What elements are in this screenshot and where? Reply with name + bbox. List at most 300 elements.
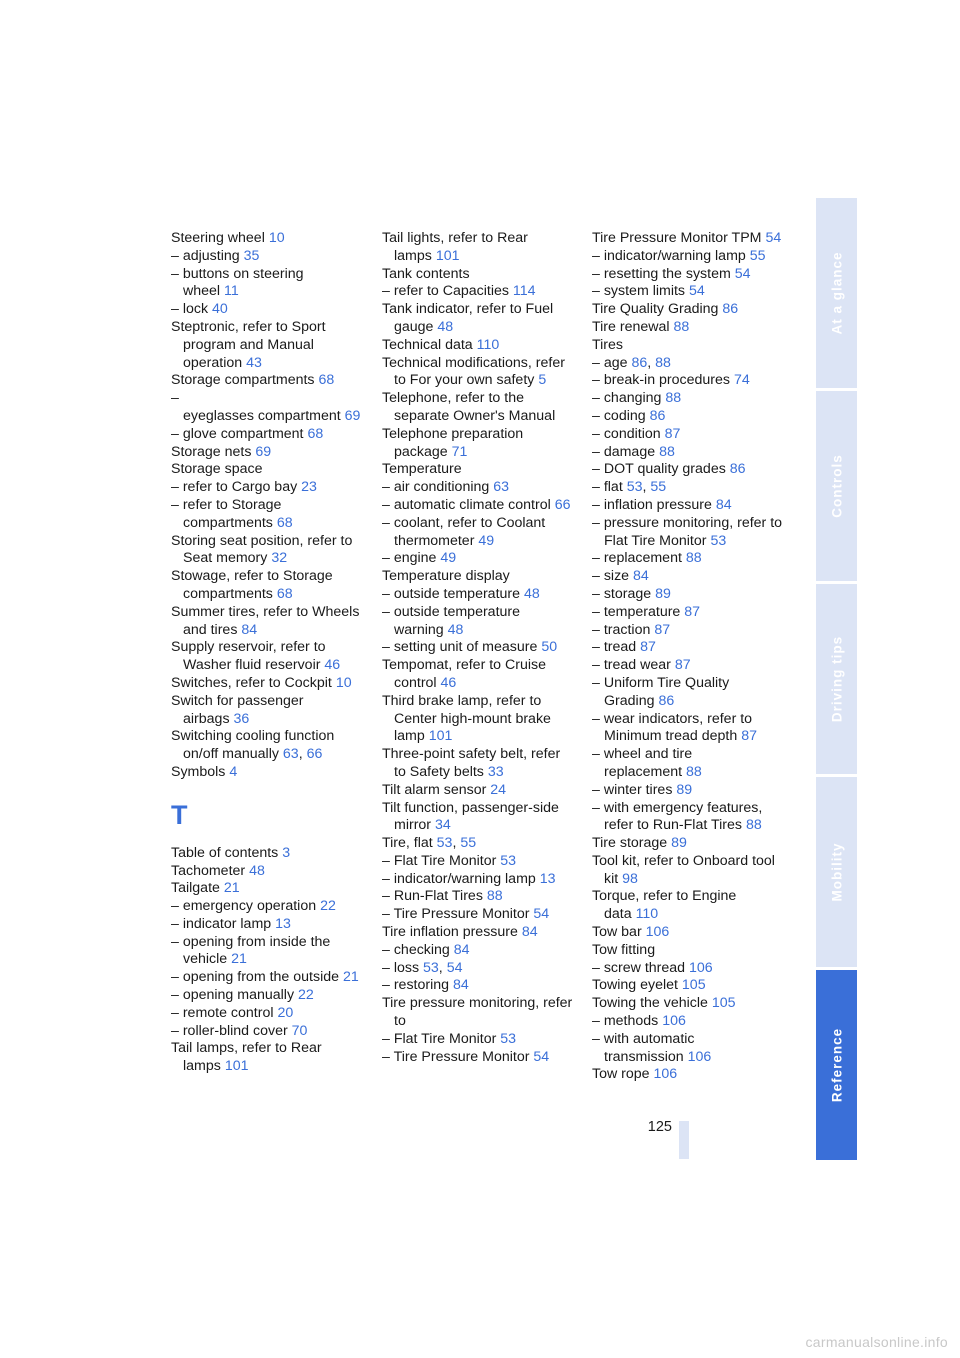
page-link[interactable]: 33 — [487, 763, 504, 780]
page-link[interactable]: 68 — [318, 372, 335, 389]
index-entry — [171, 497, 363, 533]
page-link[interactable]: 50 — [541, 639, 558, 656]
section-tab-mobility[interactable] — [816, 777, 857, 967]
index-entry-text: Tail lights, refer to Rear lamps — [382, 230, 528, 264]
page-link[interactable]: 86 — [722, 301, 739, 318]
page-link[interactable]: 54 — [734, 265, 751, 282]
page-link[interactable]: 35 — [243, 247, 260, 264]
page-link[interactable]: 53 — [710, 532, 727, 549]
index-entry — [592, 408, 784, 426]
section-tab-at-a-glance[interactable] — [816, 198, 857, 388]
page-link[interactable]: 114 — [512, 283, 536, 300]
index-entry-text: – indicator/warning lamp — [592, 247, 746, 264]
page-link[interactable]: 54 — [446, 959, 463, 976]
index-entry-text: – refer to Cargo bay — [171, 479, 298, 496]
index-entry-text: – wheel and tire replacement — [592, 746, 693, 780]
index-entry-text: – replacement — [592, 550, 682, 567]
index-entry — [592, 853, 784, 889]
index-entry — [382, 426, 574, 462]
page-link[interactable]: 71 — [451, 443, 468, 460]
index-entry-text: – methods — [592, 1013, 659, 1030]
index-entry — [382, 782, 574, 800]
index-entry-text: Summer tires, refer to Wheels and tires — [171, 603, 360, 638]
page-link[interactable]: 68 — [276, 514, 293, 531]
page-link[interactable]: 84 — [715, 496, 732, 513]
index-entry — [592, 800, 784, 836]
index-entry-text: Storage space — [171, 461, 263, 478]
index-entry — [592, 266, 784, 284]
index-entry-text: Tire pressure monitoring, refer to — [382, 995, 573, 1030]
section-tab-label: Mobility — [829, 842, 844, 902]
index-entry-text: – remote control — [171, 1004, 274, 1021]
index-entry — [382, 800, 574, 836]
section-tab-controls[interactable] — [816, 391, 857, 581]
index-entry — [382, 604, 574, 640]
index-entry — [382, 657, 574, 693]
page-link[interactable]: 84 — [452, 977, 469, 994]
index-entry-text: Storage nets — [171, 443, 252, 460]
page-link[interactable]: 66 — [554, 496, 571, 513]
index-entry — [382, 888, 574, 906]
page-link[interactable]: 101 — [224, 1058, 249, 1075]
index-entry — [171, 675, 363, 693]
page-link[interactable]: 24 — [490, 781, 507, 798]
page-link[interactable]: 101 — [435, 247, 460, 264]
index-entry — [171, 969, 363, 987]
index-entry — [171, 863, 363, 881]
index-entry — [592, 497, 784, 515]
index-entry — [171, 426, 363, 444]
page-link[interactable]: 55 — [749, 247, 766, 264]
index-entry — [171, 301, 363, 319]
page-link[interactable]: 54 — [765, 230, 782, 246]
index-entry — [382, 1031, 574, 1049]
index-entry — [171, 319, 363, 372]
index-entry-text: – flat — [592, 479, 623, 496]
index-entry-text: Storing seat position, refer to Seat memory — [171, 532, 353, 567]
index-entry — [382, 497, 574, 515]
index-entry-text: Tires — [592, 336, 624, 353]
section-tab-label: Driving tips — [829, 635, 844, 723]
page-link[interactable]: 21 — [231, 951, 247, 968]
page-link[interactable]: 84 — [633, 568, 649, 585]
page-link[interactable]: 66 — [306, 746, 323, 763]
index-entry-text: – loss — [382, 959, 420, 976]
page-link[interactable]: 86 — [658, 692, 675, 709]
page-link[interactable]: 84 — [241, 621, 258, 638]
page-link[interactable]: 87 — [684, 603, 701, 620]
index-entry-text: – roller-blind cover — [171, 1022, 288, 1039]
index-entry-text: Tow bar — [592, 924, 642, 941]
index-entry-text: Tilt function, passenger-side mirror — [382, 799, 559, 834]
index-entry-text: – opening manually — [171, 987, 295, 1004]
page-link[interactable]: 88 — [659, 443, 675, 460]
index-entry-text: – screw thread — [592, 959, 686, 976]
page-link[interactable]: 54 — [533, 906, 550, 923]
index-entry-text: – outside temperature warning — [382, 603, 521, 638]
index-entry — [171, 693, 363, 729]
index-entry — [592, 283, 784, 301]
page-link[interactable]: 22 — [298, 987, 314, 1004]
page-link[interactable]: 10 — [268, 230, 285, 246]
index-entry-text: – buttons on steering wheel — [171, 265, 304, 300]
index-entry — [382, 355, 574, 391]
index-entry-text: – refer to Storage compartments — [171, 496, 282, 531]
page-link[interactable]: 89 — [676, 781, 693, 798]
page-link[interactable]: 63 — [282, 746, 299, 763]
index-entry-text: – size — [592, 568, 630, 585]
index-entry-text: Steptronic, refer to Sport program and Manual operation — [171, 318, 326, 371]
page-link[interactable]: 106 — [662, 1013, 686, 1030]
index-entry-text: Temperature display — [382, 568, 510, 585]
index-entry — [171, 764, 363, 782]
page-link[interactable]: 105 — [711, 995, 736, 1012]
index-entry — [592, 444, 784, 462]
index-entry-text: – wear indicators, refer to Minimum tread depth — [592, 710, 753, 745]
index-entry — [592, 675, 784, 711]
page-link[interactable]: 68 — [307, 425, 324, 442]
index-entry-text: Supply reservoir, refer to Washer fluid reservoir — [171, 639, 326, 674]
index-entry — [592, 995, 784, 1013]
page-link[interactable]: 48 — [437, 318, 454, 335]
index-entry — [592, 248, 784, 266]
index-entry — [592, 1013, 784, 1031]
index-entry — [171, 1040, 363, 1076]
index-entry-text: – lock — [171, 301, 209, 318]
page-link[interactable]: 21 — [342, 969, 359, 986]
index-entry-text: Tail lamps, refer to Rear lamps — [171, 1040, 322, 1075]
index-entry — [382, 906, 574, 924]
page-link[interactable]: 84 — [453, 941, 470, 958]
index-entry-text: – opening from the outside — [171, 969, 339, 986]
page-link[interactable]: 86 — [649, 407, 666, 424]
page-link[interactable]: 84 — [521, 924, 538, 941]
index-entry — [171, 444, 363, 462]
index-entry — [171, 568, 363, 604]
section-tab-label: Controls — [829, 454, 844, 518]
index-entry-text: – winter tires — [592, 781, 673, 798]
index-entry — [592, 515, 784, 551]
page-link[interactable]: 20 — [277, 1004, 294, 1021]
index-entry-text: Tachometer — [171, 862, 246, 879]
index-entry — [382, 639, 574, 657]
index-entry — [592, 782, 784, 800]
index-entry — [592, 657, 784, 675]
index-entry — [382, 515, 574, 551]
section-tabs — [816, 198, 857, 1160]
index-entry-text: Technical data — [382, 336, 473, 353]
index-entry — [592, 942, 784, 960]
index-entry-text: Tire renewal — [592, 318, 670, 335]
index-entry-text: Tool kit, refer to Onboard tool kit — [592, 852, 775, 887]
index-entry-text: Tire inflation pressure — [382, 924, 518, 941]
index-entry-text: – Flat Tire Monitor — [382, 1030, 497, 1047]
section-tab-reference[interactable] — [816, 970, 857, 1160]
page-link[interactable]: 87 — [640, 639, 656, 656]
index-entry-text: – coolant, refer to Coolant thermometer — [382, 514, 546, 549]
page-link[interactable]: 43 — [246, 354, 262, 371]
index-entry — [382, 586, 574, 604]
index-entry-text: – tread wear — [592, 657, 671, 674]
index-entry-text: Torque, refer to Engine data — [592, 888, 737, 923]
index-entry — [592, 604, 784, 622]
page-link[interactable]: 88 — [665, 390, 682, 407]
page-link[interactable]: 48 — [447, 621, 464, 638]
index-entry-text: – setting unit of measure — [382, 639, 538, 656]
index-entry-text: – glove compartment — [171, 425, 304, 442]
index-entry-text: Tilt alarm sensor — [382, 781, 487, 798]
page-link[interactable]: 87 — [654, 621, 671, 638]
index-entry-text: – inflation pressure — [592, 496, 712, 513]
index-entry-text: Three-point safety belt, refer to Safety belts — [382, 746, 561, 780]
index-entry — [382, 693, 574, 746]
index-entry-text: – Tire Pressure Monitor — [382, 1048, 530, 1065]
index-entry — [592, 372, 784, 390]
page-link[interactable]: 87 — [741, 728, 757, 745]
index-entry — [382, 337, 574, 355]
index-entry-text: – emergency operation — [171, 898, 317, 915]
index-column-2 — [382, 230, 574, 1066]
page-link[interactable]: 86 — [631, 354, 648, 371]
index-entry-text: Symbols — [171, 763, 226, 780]
index-entry — [382, 461, 574, 479]
index-entry-text: Telephone preparation package — [382, 425, 524, 460]
page-link[interactable]: 88 — [685, 550, 702, 567]
page-link[interactable]: 54 — [533, 1048, 550, 1065]
index-entry — [592, 711, 784, 747]
index-entry — [171, 461, 363, 479]
index-entry — [382, 283, 574, 301]
page-link[interactable]: 21 — [223, 880, 240, 897]
index-entry-text: – DOT quality grades — [592, 461, 726, 478]
index-entry-text: Tire storage — [592, 835, 668, 852]
section-tab-label: Reference — [829, 1027, 844, 1103]
index-entry-text: Tailgate — [171, 880, 220, 897]
index-entry-text: – outside temperature — [382, 585, 521, 602]
page-link[interactable]: 98 — [622, 870, 638, 887]
index-entry — [382, 301, 574, 337]
page-link[interactable]: 49 — [478, 532, 495, 549]
index-entry-text: – temperature — [592, 603, 681, 620]
page-link[interactable]: 48 — [249, 862, 265, 879]
index-entry-text: – with automatic transmission — [592, 1030, 695, 1065]
index-entry — [171, 639, 363, 675]
index-entry-text: – indicator/warning lamp — [382, 870, 536, 887]
index-entry — [171, 604, 363, 640]
index-entry — [382, 746, 574, 782]
page-link[interactable]: 48 — [523, 585, 540, 602]
page-link[interactable]: 89 — [671, 835, 687, 852]
page-link[interactable]: 88 — [745, 817, 762, 834]
index-entry — [382, 390, 574, 426]
index-entry-text: Tow fitting — [592, 941, 656, 958]
index-entry-text: Telephone, refer to the separate Owner's Manual — [382, 390, 556, 424]
page-link[interactable]: 49 — [440, 550, 457, 567]
page-link[interactable]: 110 — [635, 906, 659, 923]
section-tab-label: At a glance — [829, 251, 844, 335]
index-column-3 — [592, 230, 784, 1084]
index-entry-text: – checking — [382, 941, 450, 958]
index-entry-text: – with emergency features, refer to Run-Flat Tires — [592, 799, 763, 834]
page-link[interactable]: 13 — [539, 870, 556, 887]
index-entry — [171, 372, 363, 390]
index-entry-text: Switches, refer to Cockpit — [171, 674, 332, 691]
index-entry — [592, 230, 784, 248]
page-link[interactable]: 63 — [493, 479, 509, 496]
index-entry — [171, 880, 363, 898]
index-entry — [592, 639, 784, 657]
index-entry-text: – changing — [592, 390, 662, 407]
index-entry-text: Switch for passenger airbags — [171, 692, 304, 727]
index-entry-text: – age — [592, 354, 628, 371]
page-link[interactable]: 69 — [344, 407, 361, 424]
index-entry: Tire, flat 53, 55 — [382, 835, 477, 852]
section-tab-driving-tips[interactable] — [816, 584, 857, 774]
page-link[interactable]: 106 — [645, 924, 670, 941]
index-entry — [171, 987, 363, 1005]
page-link[interactable]: 46 — [324, 657, 341, 674]
index-entry-text: Towing the vehicle — [592, 995, 708, 1012]
index-entry — [171, 479, 363, 497]
page-link[interactable]: 69 — [255, 443, 272, 460]
page-link[interactable]: 3 — [282, 844, 291, 861]
page-link[interactable]: 55 — [460, 835, 477, 852]
page-link[interactable]: 53 — [500, 1030, 517, 1047]
index-entry-text: – Run-Flat Tires — [382, 888, 483, 905]
page-link[interactable]: 53 — [500, 852, 517, 869]
page-link[interactable]: 88 — [686, 763, 702, 780]
index-entry — [382, 871, 574, 889]
page-link[interactable]: 22 — [320, 898, 336, 915]
index-entry — [382, 230, 574, 266]
page-link[interactable]: 110 — [476, 336, 500, 353]
index-entry-text: Technical modifications, refer to For your own safety — [382, 354, 565, 389]
page-link[interactable]: 4 — [229, 763, 238, 780]
page-link[interactable]: 46 — [440, 674, 457, 691]
index-entry-text: Table of contents — [171, 844, 279, 861]
index-entry — [171, 934, 363, 970]
page-link[interactable]: 55 — [650, 479, 667, 496]
page-link[interactable]: 87 — [674, 657, 691, 674]
index-entry — [592, 977, 784, 995]
page-link[interactable]: 74 — [733, 372, 750, 389]
page-link[interactable]: 88 — [486, 888, 503, 905]
index-entry — [592, 835, 784, 853]
page-link[interactable]: 88 — [655, 354, 671, 371]
index-entry — [592, 586, 784, 604]
index-entry — [592, 319, 784, 337]
index-entry — [592, 622, 784, 640]
page-link[interactable]: 13 — [275, 915, 291, 932]
index-entry-text: – — [171, 390, 179, 407]
index-entry — [382, 568, 574, 586]
page-link[interactable]: 23 — [301, 479, 317, 496]
index-entry — [592, 461, 784, 479]
index-entry-text: Tempomat, refer to Cruise control — [382, 657, 547, 691]
index-entry — [171, 845, 363, 863]
index-entry-text: eyeglasses compartment — [183, 407, 341, 424]
page-link[interactable]: 53 — [423, 959, 439, 976]
index-entry — [171, 390, 363, 408]
index-entry-text: Steering wheel — [171, 230, 265, 246]
index-entry-text: – Uniform Tire Quality Grading — [592, 674, 730, 709]
index-entry — [592, 568, 784, 586]
page-link[interactable]: 105 — [681, 977, 706, 994]
index-entry-text: – break-in procedures — [592, 372, 731, 389]
page-link[interactable]: 86 — [729, 461, 746, 478]
page-link[interactable]: 40 — [212, 301, 228, 318]
page-link[interactable]: 101 — [428, 728, 453, 745]
index-entry-text: Tire, flat — [382, 835, 433, 852]
index-entry — [171, 408, 363, 426]
index-entry-text: Tow rope — [592, 1066, 650, 1083]
index-entry — [592, 746, 784, 782]
page-link[interactable]: 32 — [271, 550, 288, 567]
page-link[interactable]: 53 — [626, 479, 643, 496]
page-link[interactable]: 11 — [224, 283, 239, 300]
page-link[interactable]: 68 — [276, 585, 293, 602]
index-entry — [171, 266, 363, 302]
index-entry — [592, 426, 784, 444]
index-entry — [592, 1066, 784, 1084]
index-entry-text: Temperature — [382, 461, 462, 478]
index-entry-text: – engine — [382, 550, 437, 567]
index-entry-text: – resetting the system — [592, 265, 731, 282]
page-link[interactable]: 10 — [335, 674, 352, 691]
index-entry-text: – refer to Capacities — [382, 283, 509, 300]
page-link[interactable]: 89 — [655, 585, 671, 602]
index-entry — [592, 337, 784, 355]
page-link[interactable]: 53 — [436, 835, 453, 852]
page-link[interactable]: 70 — [291, 1022, 308, 1039]
index-entry — [171, 916, 363, 934]
page-link[interactable]: 54 — [688, 283, 705, 300]
index-entry — [592, 301, 784, 319]
page-link[interactable]: 5 — [538, 372, 547, 389]
index-entry — [382, 977, 574, 995]
index-entry — [382, 995, 574, 1031]
index-entry-text: Storage compartments — [171, 372, 315, 389]
index-entry: Switching cooling function on/off manually 63, 66 — [171, 728, 335, 763]
index-entry: – loss 53, 54 — [382, 959, 463, 976]
index-entry-text: Third brake lamp, refer to Center high-mount brake lamp — [382, 692, 551, 745]
index-entry-text: – storage — [592, 585, 652, 602]
page-link[interactable]: 87 — [664, 425, 681, 442]
page-link[interactable]: 36 — [233, 710, 250, 727]
index-entry — [382, 1049, 574, 1067]
page-number-bar — [679, 1121, 689, 1159]
page-link[interactable]: 34 — [435, 817, 451, 834]
index-entry-text: – damage — [592, 443, 656, 460]
index-entry — [592, 390, 784, 408]
watermark: carmanualsonline.info — [805, 1334, 948, 1350]
index-entry-text: – automatic climate control — [382, 496, 551, 513]
index-entry — [171, 230, 363, 248]
index-entry — [382, 266, 574, 284]
index-entry-text: – traction — [592, 621, 651, 638]
index-entry-text: – coding — [592, 407, 646, 424]
index-entry — [382, 942, 574, 960]
page-link[interactable]: 106 — [687, 1048, 712, 1065]
index-entry-text: – tread — [592, 639, 637, 656]
page-link[interactable]: 106 — [689, 959, 713, 976]
index-letter-heading: T — [171, 799, 188, 830]
index-entry-text: – adjusting — [171, 247, 240, 264]
page-link[interactable]: 88 — [673, 318, 690, 335]
index-entry — [382, 853, 574, 871]
page-link[interactable]: 106 — [653, 1066, 678, 1083]
index-entry-text: Switching cooling function on/off manually — [171, 728, 335, 763]
